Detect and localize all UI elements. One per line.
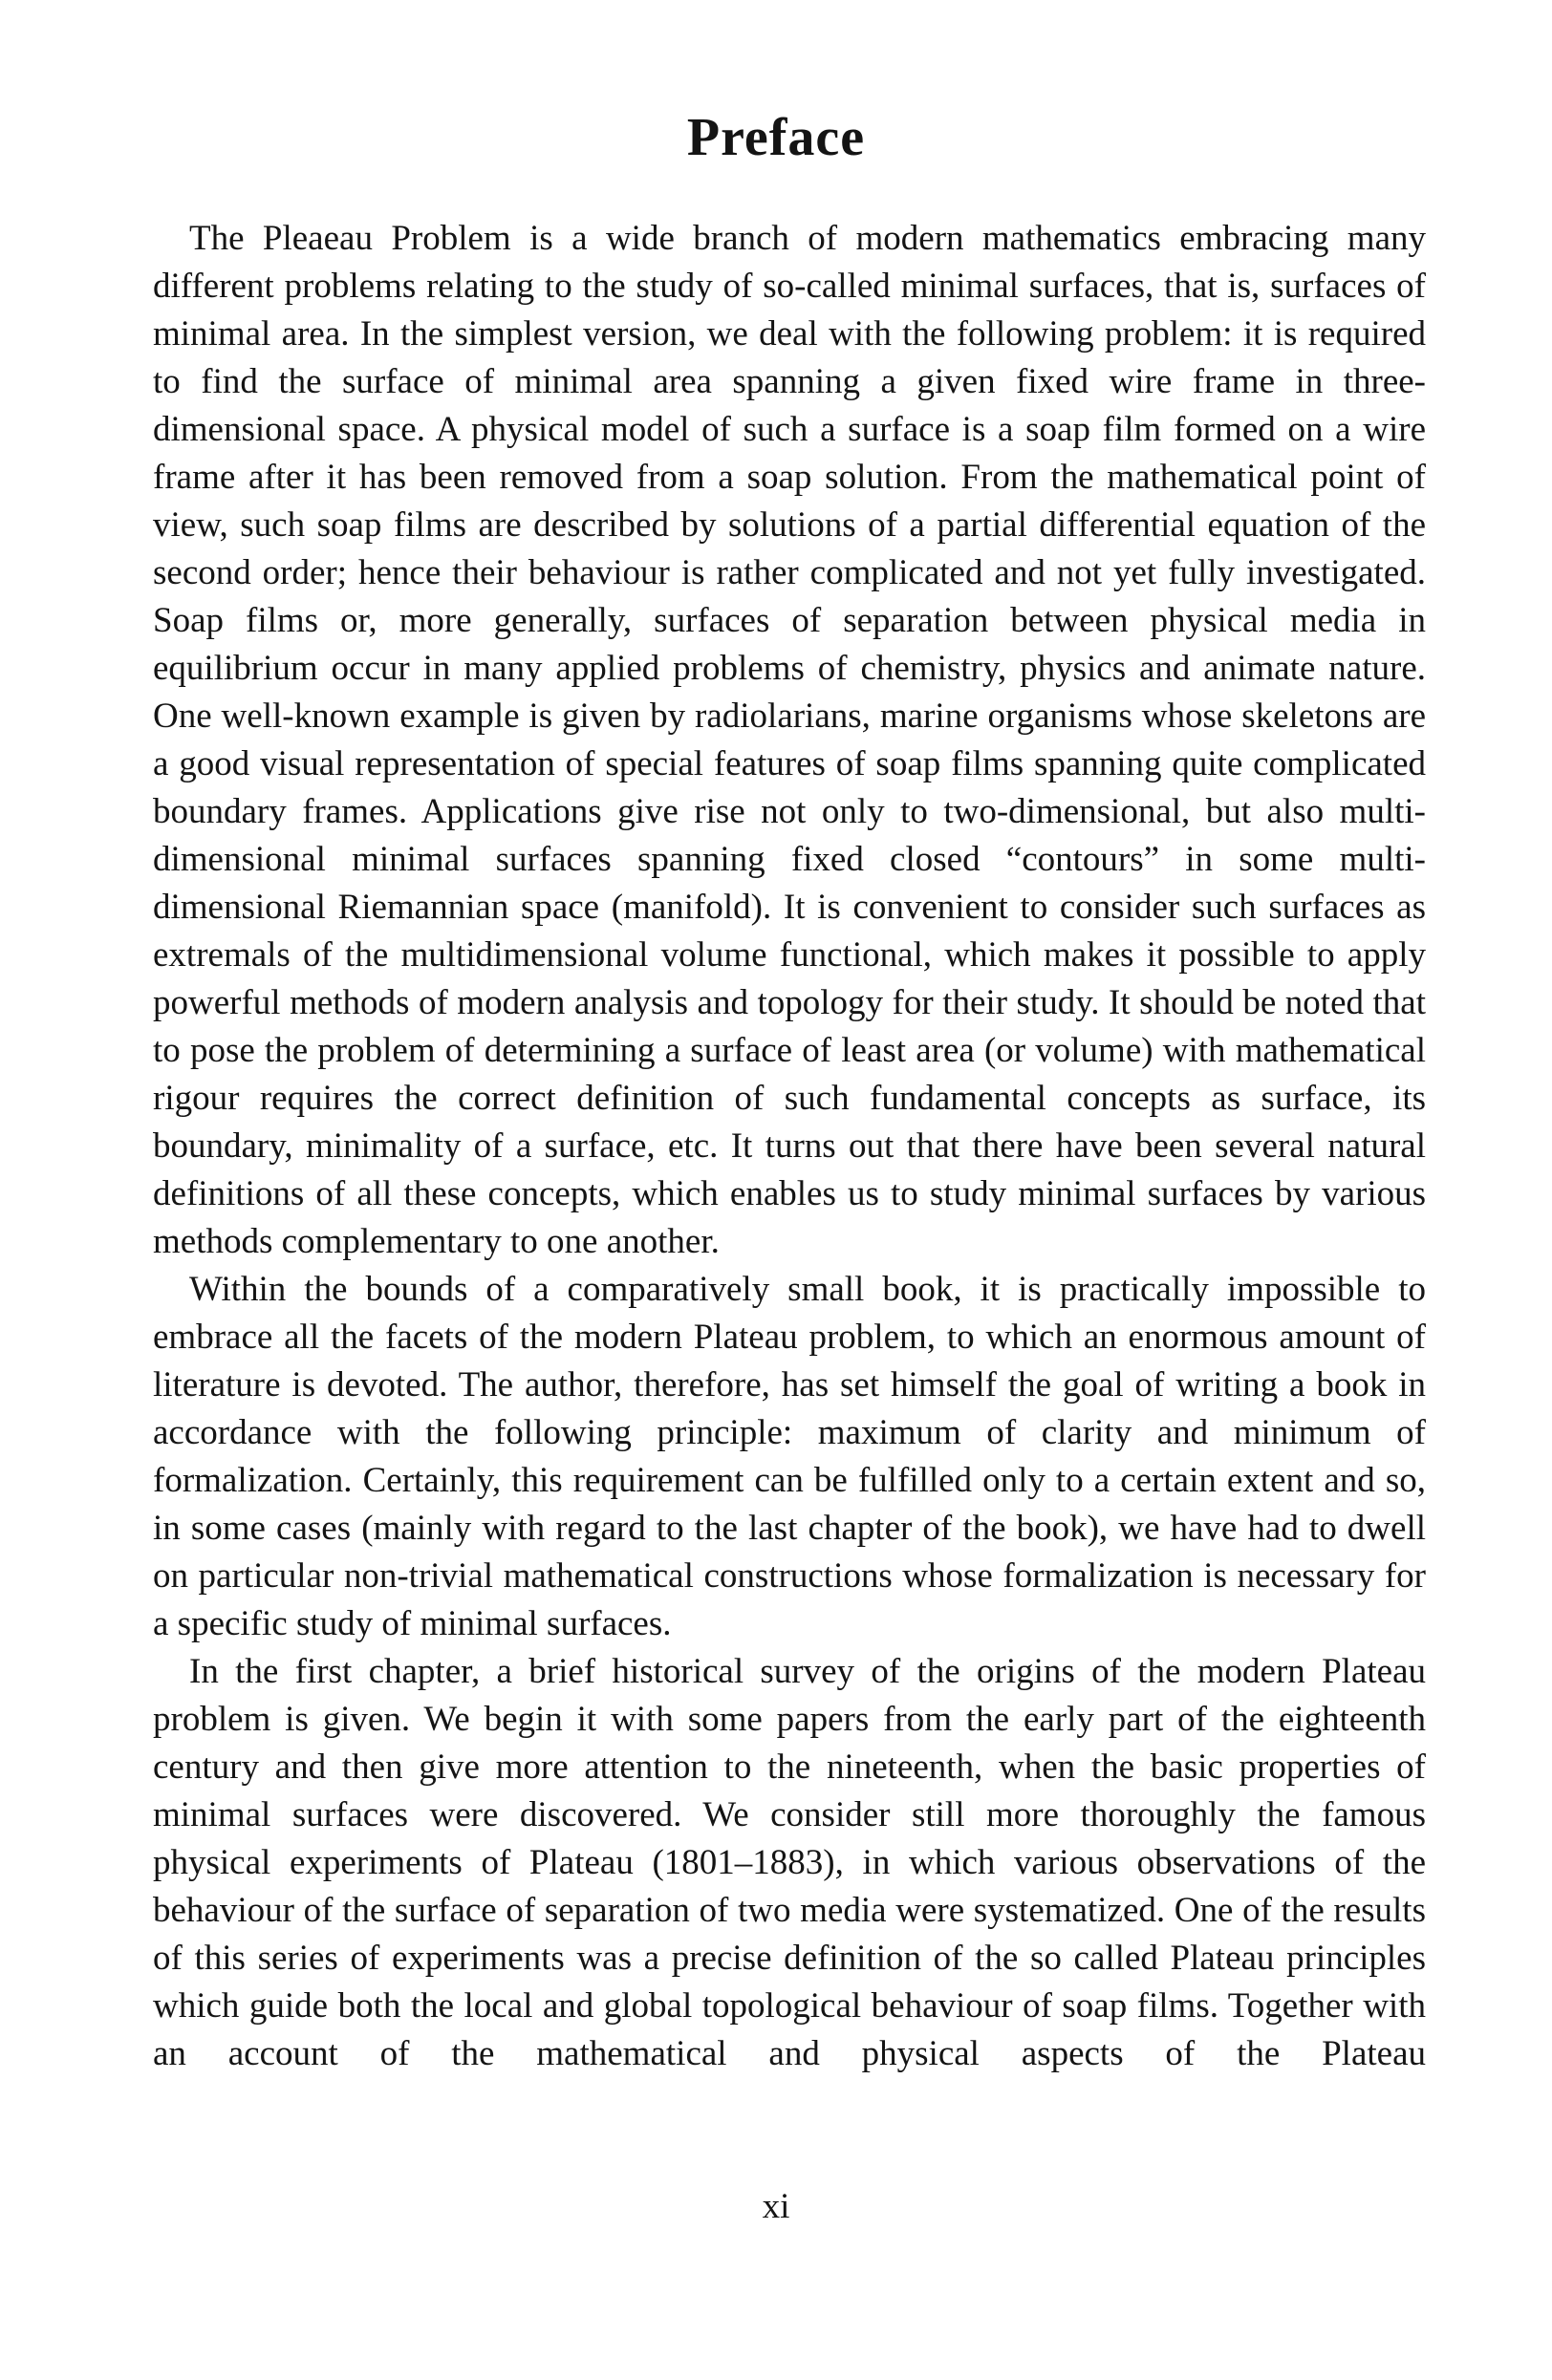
paragraph-2: Within the bounds of a comparatively small book, it is practically impossible to embrace all the facets of the modern Plateau problem, to which an enormous amount of literature is devoted. The author, therefore, has set himself the goal of writing a book in accordance with the following principle: maximum of clarity and minimum of formalization. Certainly, this requirement can be fulfilled only to a certain extent and so, in some cases (mainly with regard to the last chapter of the book), we have had to dwell on particular non-trivial mathematical constructions whose formalization is necessary for a specific study of minimal surfaces. [153, 1270, 1426, 1643]
preface-body [153, 215, 1426, 2078]
paragraph-1: The Pleaeau Problem is a wide branch of modern mathematics embracing many different problems relating to the study of so-called minimal surfaces, that is, surfaces of minimal area. In the simplest version, we deal with the following problem: it is required to find the surface of minimal area spanning a given fixed wire frame in three-dimensional space. A physical model of such a surface is a soap film formed on a wire frame after it has been removed from a soap solution. From the mathematical point of view, such soap films are described by solutions of a partial differential equation of the second order; hence their behaviour is rather complicated and not yet fully investigated. Soap films or, more generally, surfaces of separation between physical media in equilibrium occur in many applied problems of chemistry, physics and animate nature. One well-known example is given by radiolarians, marine organisms whose skeletons are a good visual representation of special features of soap films spanning quite complicated boundary frames. Applications give rise not only to two-dimensional, but also multi-dimensional minimal surfaces spanning fixed closed “contours” in some multi-dimensional Riemannian space (manifold). It is convenient to consider such surfaces as extremals of the multidimensional volume functional, which makes it possible to apply powerful methods of modern analysis and topology for their study. It should be noted that to pose the problem of determining a surface of least area (or volume) with mathematical rigour requires the correct definition of such fundamental concepts as surface, its boundary, minimality of a surface, etc. It turns out that there have been several natural definitions of all these concepts, which enables us to study minimal surfaces by various methods complementary to one another. [153, 219, 1426, 1261]
paragraph-3: In the first chapter, a brief historical survey of the origins of the modern Plateau problem is given. We begin it with some papers from the early part of the eighteenth century and then give more attention to the nineteenth, when the basic properties of minimal surfaces were discovered. We consider still more thoroughly the famous physical experiments of Plateau (1801–1883), in which various observations of the behaviour of the surface of separation of two media were systematized. One of the results of this series of experiments was a precise definition of the so called Plateau principles which guide both the local and global topological behaviour of soap films. Together with an account of the mathematical and physical aspects of the Plateau [153, 1652, 1426, 2073]
page-title: Preface [686, 108, 866, 167]
page-number: xi [762, 2187, 790, 2226]
